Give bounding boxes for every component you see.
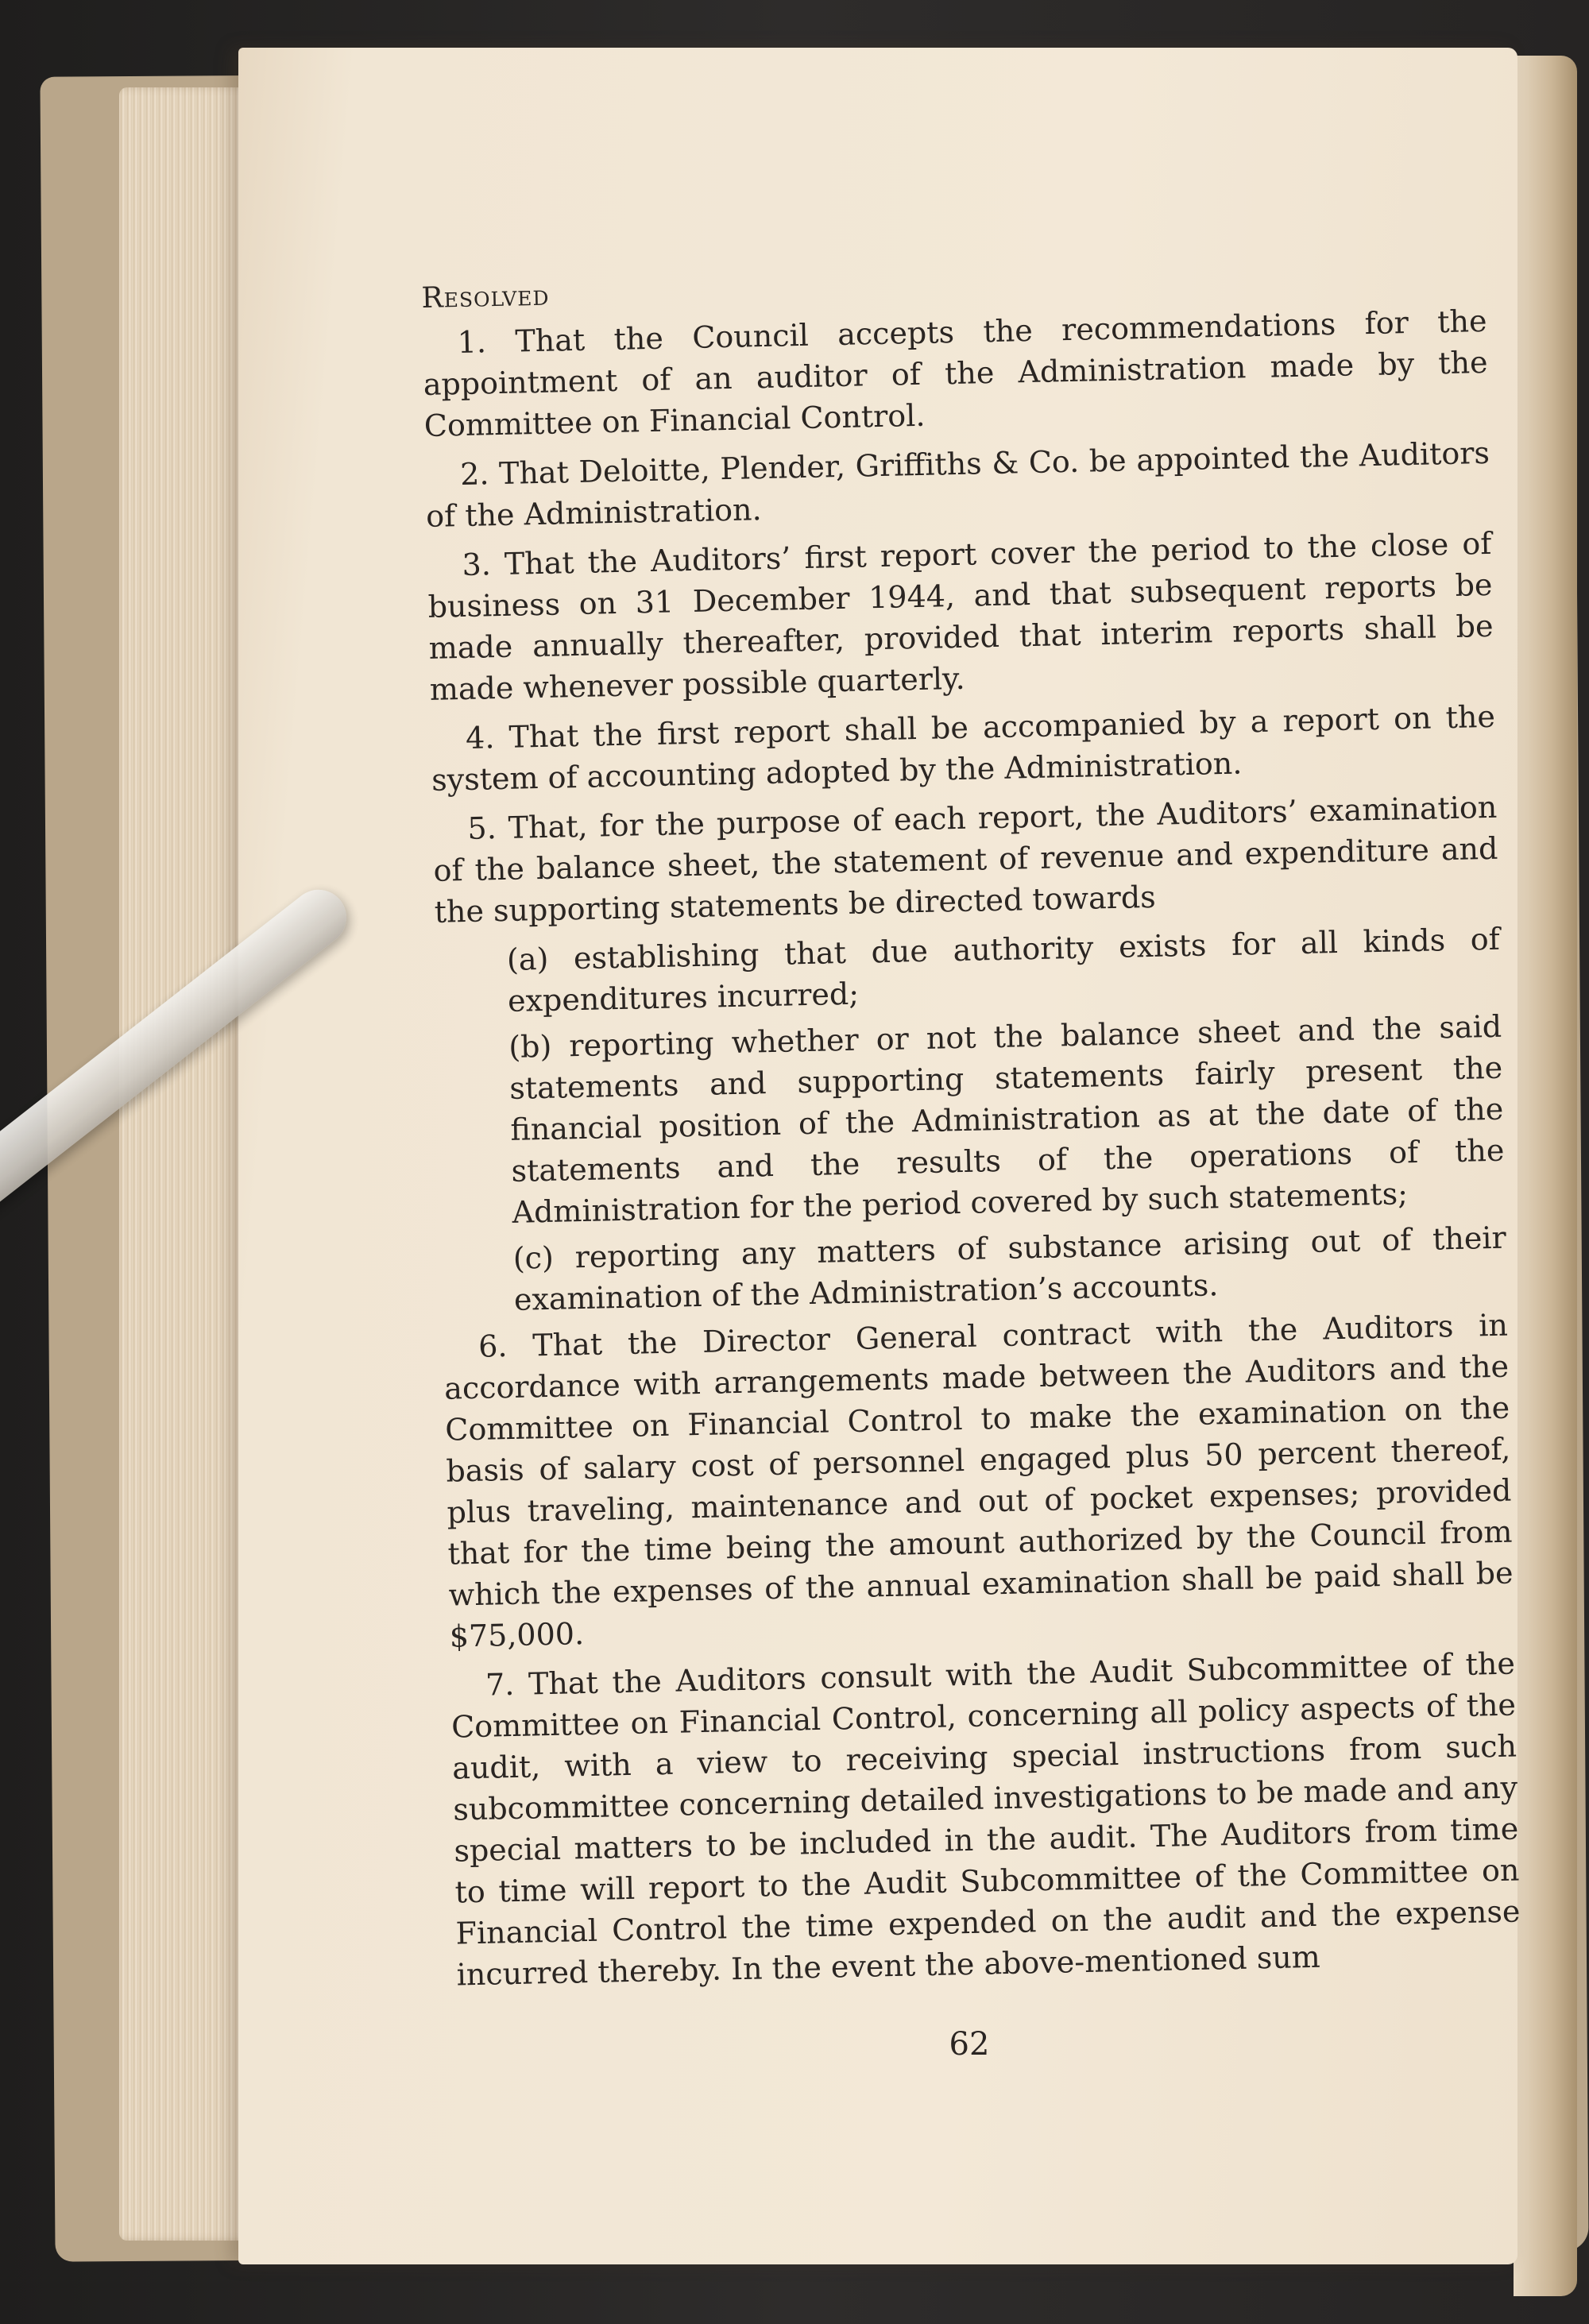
sub-item: (b) reporting whether or not the balance sheet and the said statements and supporting statements fairly present the financial position of the Administration as at the date of the statements and the results of the operations of the Administration for the period covered by such statements; bbox=[508, 1008, 1505, 1230]
paragraph: 1. That the Council accepts the recommendations for the appointment of an auditor of the Administration made by the Committee on Financial Control. bbox=[423, 303, 1488, 443]
document-body bbox=[421, 256, 1521, 2004]
paragraph: 3. That the Auditors’ first report cover the period to the close of business on 31 December 1944, and that subsequent reports be made annually thereafter, provided that interim reports shall be made whenever possible quarterly. bbox=[427, 525, 1494, 707]
paragraph: 6. That the Director General contract with the Auditors in accordance with arrangements made between the Auditors and the Committee on Financial Control to make the examination on the basis of salary cost of personnel engaged plus 50 percent thereof, plus traveling, maintenance and out of pocket expenses; provided that for the time being the amount authorized by the Council from which the expenses of the annual examination shall be paid shall be $75,000. bbox=[443, 1307, 1514, 1654]
sub-item: (a) establishing that due authority exists for all kinds of expenditures incurred; bbox=[506, 921, 1501, 1019]
book-right-edge bbox=[1514, 56, 1577, 2296]
paragraph: 7. That the Auditors consult with the Audit Subcommittee of the Committee on Financial Control, concerning all policy aspects of the audit, with a view to receiving special instructions from such subcommittee concerning detailed investigations to be made and any special matters to be included in the audit. The Auditors from time to time will report to the Audit Subcommittee of the Committee on Financial Control the time expended on the audit and the expense incurred thereby. In the event the above-mentioned sum bbox=[450, 1645, 1521, 1993]
page-number: 62 bbox=[949, 2026, 990, 2063]
paragraph: 5. That, for the purpose of each report, the Auditors’ examination of the balance sheet, the statement of revenue and expenditure and the supporting statements be directed towards bbox=[433, 789, 1498, 930]
sub-item: (c) reporting any matters of substance arising out of their examination of the Administration’s accounts. bbox=[512, 1220, 1507, 1317]
paragraph: 2. That Deloitte, Plender, Griffiths & Co. be appointed the Auditors of the Administration. bbox=[425, 435, 1490, 534]
paragraph: 4. That the first report shall be accompanied by a report on the system of accounting adopted by the Administration. bbox=[431, 698, 1496, 798]
section-heading: Resolved bbox=[421, 279, 550, 315]
